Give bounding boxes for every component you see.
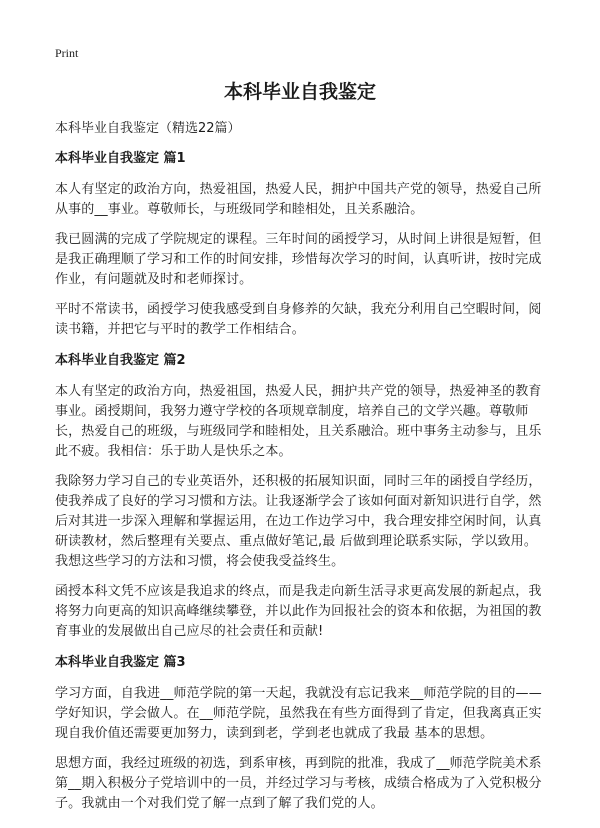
print-label: Print [55, 46, 79, 60]
section-2 [55, 352, 547, 642]
section-heading: 本科毕业自我鉴定 篇2 [55, 353, 186, 368]
paragraph: 学习方面，自我进__师范学院的第一天起，我就没有忘记我来__师范学院的目的——学好知识，学会做人。在__师范学院，虽然我在有些方面得到了肯定，但我离真正实现自我价值还需要更加努力，读到到老，学到老也就成了我最 基本的思想。 [55, 686, 542, 741]
paragraph: 我已圆满的完成了学院规定的课程。三年时间的函授学习，从时间上讲很是短暂，但是我正确理顺了学习和工作的时间安排，珍惜每次学习的时间，认真听讲，按时完成作业，有问题就及时和老师探讨。 [55, 232, 542, 287]
paragraph: 本人有坚定的政治方向，热爱祖国，热爱人民，拥护共产党的领导，热爱神圣的教育事业。函授期间，我努力遵守学校的各项规章制度，培养自己的文学兴趣。尊敬师长，热爱自己的班级，与班级同学和睦相处，且关系融洽。班中事务主动参与，且乐此不疲。我相信：乐于助人是快乐之本。 [55, 384, 542, 459]
paragraph: 本人有坚定的政治方向，热爱祖国，热爱人民，拥护中国共产党的领导，热爱自己所从事的__事业。尊敬师长，与班级同学和睦相处，且关系融洽。 [55, 182, 542, 217]
paragraph: 平时不常读书，函授学习使我感受到自身修养的欠缺，我充分利用自己空暇时间，阅读书籍，并把它与平时的教学工作相结合。 [55, 302, 542, 337]
paragraph: 思想方面，我经过班级的初选，到系审核，再到院的批准，我成了__师范学院美术系第__期入积极分子党培训中的一员，并经过学习与考核，成绩合格成为了入党积极分子。我就由一个对我们党了解一点到了解了我们党的人。 [55, 756, 542, 811]
section-1 [55, 150, 547, 340]
section-heading: 本科毕业自我鉴定 篇1 [55, 151, 186, 166]
page-title: 本科毕业自我鉴定 [223, 81, 376, 103]
section-heading: 本科毕业自我鉴定 篇3 [55, 655, 186, 670]
page-subtitle: 本科毕业自我鉴定（精选22篇） [55, 121, 241, 136]
section-3 [55, 654, 547, 814]
paragraph: 函授本科文凭不应该是我追求的终点，而是我走向新生活寻求更高发展的新起点，我将努力向更高的知识高峰继续攀登，并以此作为回报社会的资本和依据，为祖国的教育事业的发展做出自己应尽的社会责任和贡献! [55, 584, 542, 639]
document-body [55, 150, 547, 826]
paragraph: 我除努力学习自己的专业英语外，还积极的拓展知识面，同时三年的函授自学经历，使我养成了良好的学习习惯和方法。让我逐渐学会了该如何面对新知识进行自学，然后对其进一步深入理解和掌握运用，在边工作边学习中，我合理安排空闲时间，认真研读教材，然后整理有关要点、重点做好笔记,最 后做到理论联系实际，学以致用。我想这些学习的方法和习惯，将会使我受益终生。 [55, 474, 542, 569]
